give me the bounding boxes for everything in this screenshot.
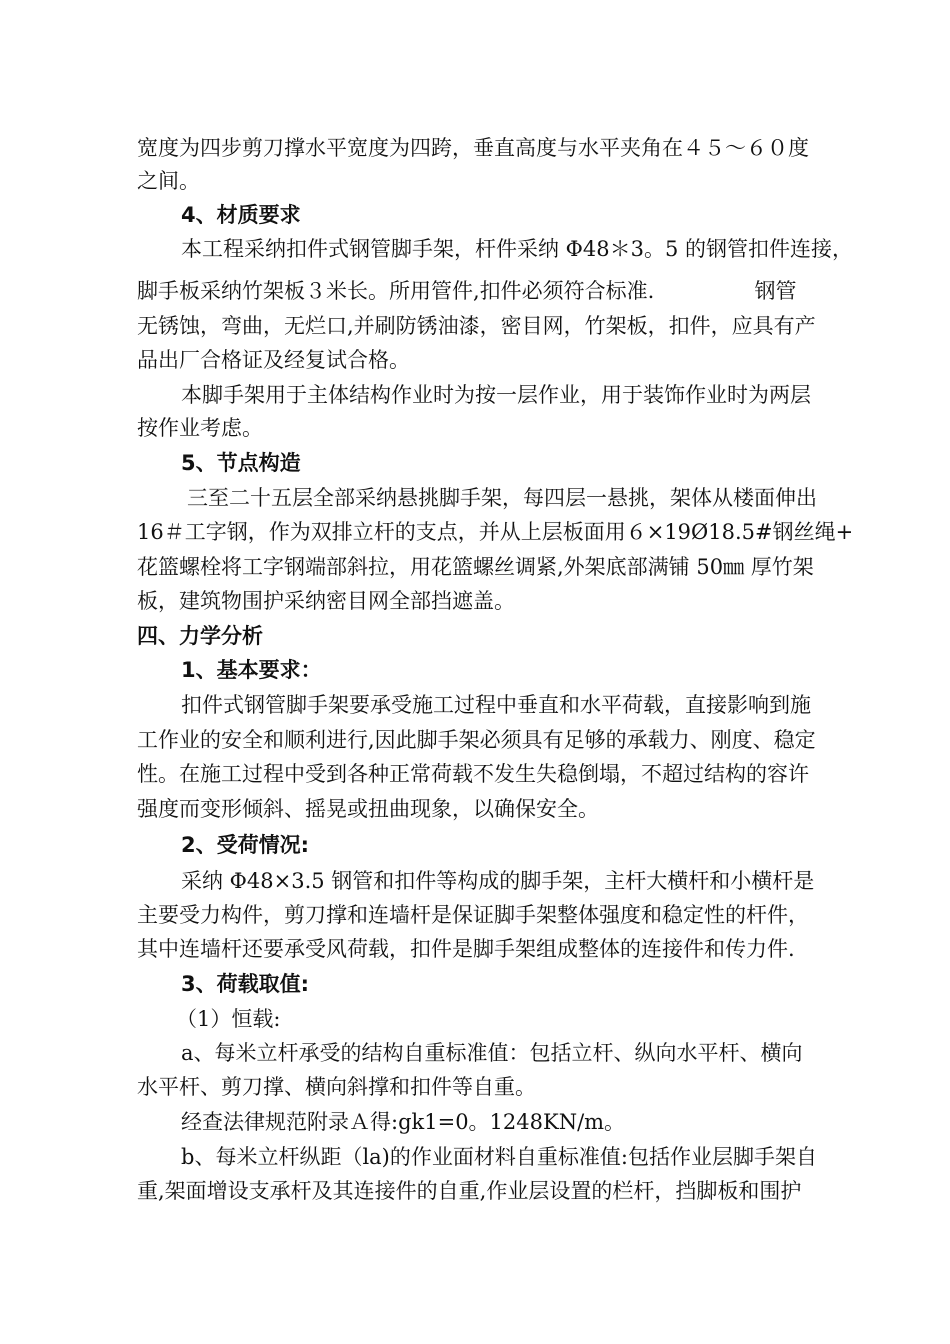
text-line: 脚手板采纳竹架板３米长。所用管件,扣件必须符合标准. 钢管 <box>137 279 797 303</box>
section-heading: 5、节点构造 <box>181 451 301 475</box>
text-line: 强度而变形倾斜、摇晃或扭曲现象，以确保安全。 <box>137 797 599 821</box>
text-line: 其中连墙杆还要承受风荷载，扣件是脚手架组成整体的连接件和传力件. <box>137 937 795 961</box>
text-line: 本脚手架用于主体结构作业时为按一层作业，用于装饰作业时为两层 <box>181 383 811 407</box>
section-heading: 4、材质要求 <box>181 203 301 227</box>
text-line: 板，建筑物围护采纳密目网全部挡遮盖。 <box>137 589 515 613</box>
text-line: 工作业的安全和顺利进行,因此脚手架必须具有足够的承载力、刚度、稳定 <box>137 728 816 752</box>
text-line: 扣件式钢管脚手架要承受施工过程中垂直和水平荷载，直接影响到施 <box>181 693 811 717</box>
text-line: b、每米立杆纵距（la)的作业面材料自重标准值:包括作业层脚手架自 <box>181 1145 817 1169</box>
text-line: a、每米立杆承受的结构自重标准值：包括立杆、纵向水平杆、横向 <box>181 1041 803 1065</box>
text-line: 采纳 Φ48×3.5 钢管和扣件等构成的脚手架，主杆大横杆和小横杆是 <box>181 869 815 893</box>
text-line: 性。在施工过程中受到各种正常荷载不发生失稳倒塌，不超过结构的容许 <box>137 762 809 786</box>
section-heading: 2、受荷情况: <box>181 833 310 857</box>
text-line: 之间。 <box>137 169 200 193</box>
text-line: 花篮螺栓将工字钢端部斜拉，用花篮螺丝调紧,外架底部满铺 50㎜ 厚竹架 <box>137 555 814 579</box>
text-line: 宽度为四步剪刀撑水平宽度为四跨，垂直高度与水平夹角在４５～６０度 <box>137 136 809 160</box>
section-heading: 3、荷载取值: <box>181 972 310 996</box>
text-line: 经查法律规范附录Ａ得:gk1=0。1248KN/m。 <box>181 1110 626 1134</box>
text-line: 品出厂合格证及经复试合格。 <box>137 348 410 372</box>
text-line: 16＃工字钢，作为双排立杆的支点，并从上层板面用６×19Ø18.5#钢丝绳+ <box>137 520 854 544</box>
text-line: 主要受力构件，剪刀撑和连墙杆是保证脚手架整体强度和稳定性的杆件， <box>137 903 809 927</box>
section-heading: 1、基本要求： <box>181 658 322 682</box>
text-line: 无锈蚀，弯曲，无烂口,并刷防锈油漆，密目网，竹架板，扣件，应具有产 <box>137 314 816 338</box>
subsection-heading: （1）恒载: <box>176 1007 281 1031</box>
text-line: 按作业考虑。 <box>137 416 263 440</box>
chapter-heading: 四、力学分析 <box>137 624 263 648</box>
text-line: 本工程采纳扣件式钢管脚手架，杆件采纳 Φ48＊3。5 的钢管扣件连接， <box>181 237 854 261</box>
text-line: 水平杆、剪刀撑、横向斜撑和扣件等自重。 <box>137 1075 536 1099</box>
text-line: 重,架面增设支承杆及其连接件的自重,作业层设置的栏杆，挡脚板和围护 <box>137 1179 802 1203</box>
text-line: 三至二十五层全部采纳悬挑脚手架，每四层一悬挑，架体从楼面伸出 <box>187 486 817 510</box>
